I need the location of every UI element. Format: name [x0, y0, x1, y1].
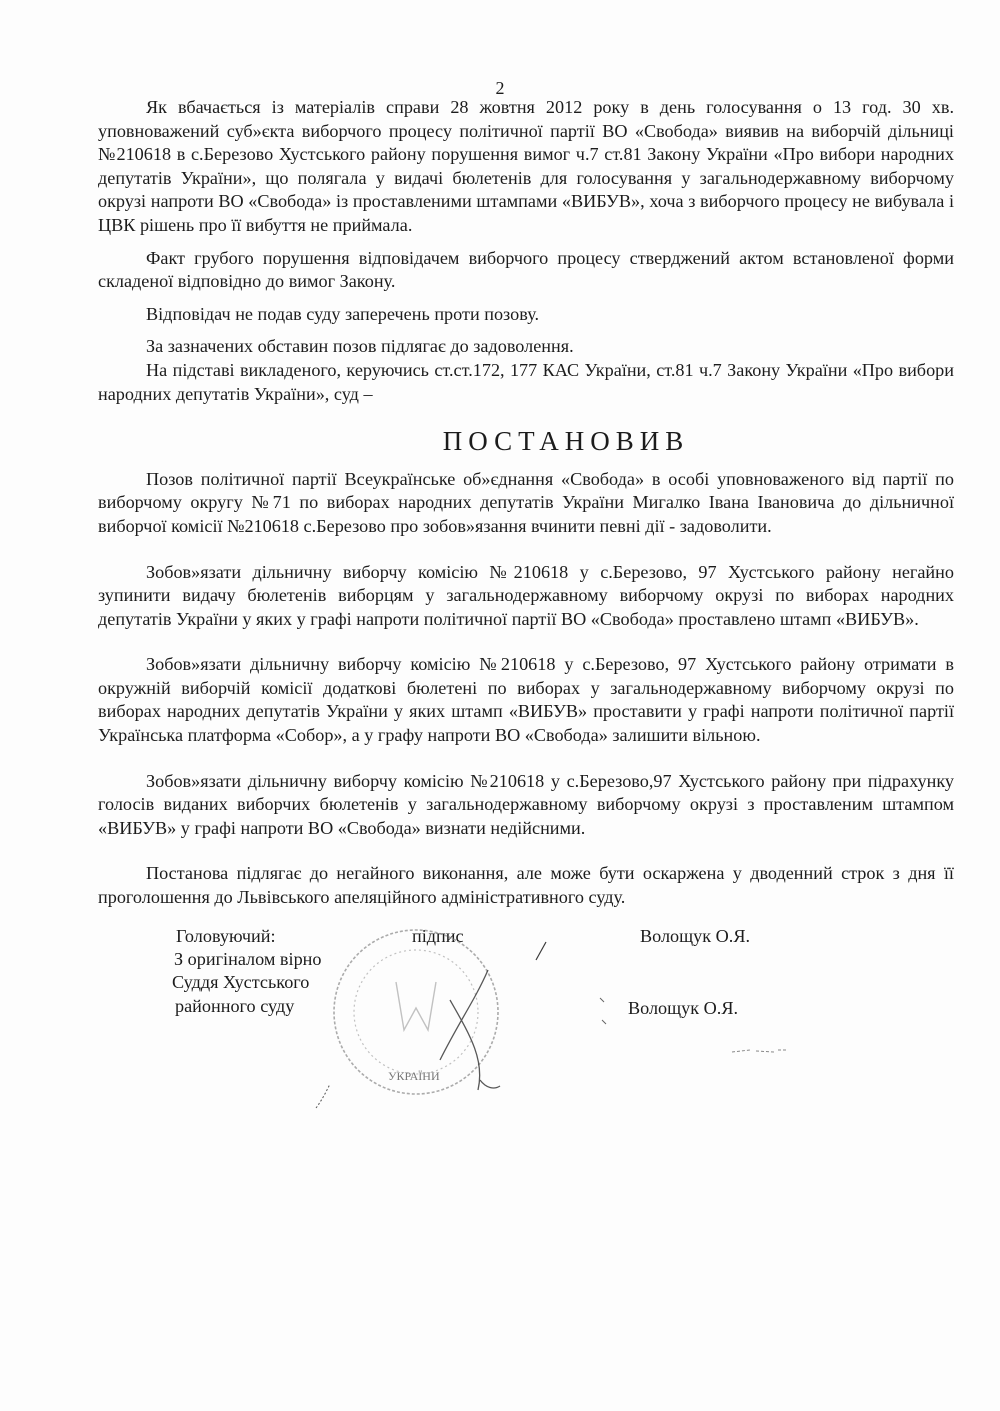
paragraph-legal-basis: На підставі викладеного, керуючись ст.ст.172, 177 КАС України, ст.81 ч.7 Закону України «Про вибори народних депутатів України», суд – — [98, 359, 954, 404]
seal-text: УКРАЇНИ — [388, 1069, 440, 1083]
judge-name-2: Волощук О.Я. — [628, 998, 738, 1018]
presiding-label: Головуючий: — [176, 926, 276, 946]
paragraph-violation-act: Факт грубого порушення відповідачем виборчого процесу стверджений актом встановленої форми складеної відповідно до вимог Закону. — [98, 247, 954, 292]
pen-mark — [730, 1040, 790, 1060]
resolution-order-stop: Зобов»язати дільничну виборчу комісію №210618 у с.Березово, 97 Хустського району негайно зупинити видачу бюлетенів виборцям у загальнодержавному виборчому окрузі по виборах народних депутатів України у яких у графі напроти політичної партії ВО «Свобода» проставлено штамп «ВИБУВ». — [98, 561, 954, 629]
document-body — [98, 96, 954, 910]
resolution-order-count: Зобов»язати дільничну виборчу комісію №210618 у с.Березово,97 Хустського району при підрахунку голосів виданих виборчих бюлетенів у загальнодержавному виборчому окрузі з проставленим штампом «ВИБУВ» у графі напроти ВО «Свобода» визнати недійсними. — [98, 770, 954, 838]
certified-line-3: районного суду — [175, 996, 295, 1016]
handwritten-signature — [300, 940, 620, 1120]
certified-line-2: Суддя Хустського — [172, 972, 310, 992]
paragraph-no-objection: Відповідач не подав суду заперечень проти позову. — [146, 303, 540, 324]
paragraph-facts: Як вбачається із матеріалів справи 28 жовтня 2012 року в день голосування о 13 год. 30 хв. уповноважений суб»єкта виборчого процесу політичної партії ВО «Свобода» виявив на виборчій дільниці №210618 в с.Березово Хустського району порушення вимог ч.7 ст.81 Закону України «Про вибори народних депутатів України», що полягала у видачі бюлетенів для голосування у загальнодержавному виборчому окрузі напроти ВО «Свобода» із проставленими штампами «ВИБУВ», хоча з виборчого процесу не вибувала і ЦВК рішень про її вибуття не приймала. — [98, 97, 954, 235]
judge-name-1: Волощук О.Я. — [640, 926, 750, 946]
resolution-claim: Позов політичної партії Всеукраїнське об»єднання «Свобода» в особі уповноваженого від партії по виборчому округу №71 по виборах народних депутатів України Мигалко Івана Івановича до дільничної виборчої комісії №210618 с.Березово про зобов»язання вчинити певні дії - задоволити. — [98, 468, 954, 536]
resolution-order-ballots: Зобов»язати дільничну виборчу комісію №210618 у с.Березово, 97 Хустського району отримати в окружній виборчій комісії додаткові бюлетені по виборах у загальнодержавному виборчому окрузі по виборах народних депутатів України у яких штамп «ВИБУВ» проставити у графі напроти політичної партії Українська платформа «Собор», а у графу напроти ВО «Свобода» залишити вільною. — [98, 654, 954, 746]
page-number: 2 — [495, 78, 505, 98]
signature-word: підпис — [412, 926, 464, 946]
resolution-heading: ПОСТАНОВИВ — [442, 426, 690, 457]
resolution-appeal: Постанова підлягає до негайного виконання, але може бути оскаржена у дводенний строк з дня її проголошення до Львівського апеляційного адміністративного суду. — [98, 863, 954, 908]
paragraph-claim-granted: За зазначених обставин позов підлягає до задоволення. — [146, 336, 574, 357]
certified-line-1: З оригіналом вірно — [174, 949, 322, 969]
